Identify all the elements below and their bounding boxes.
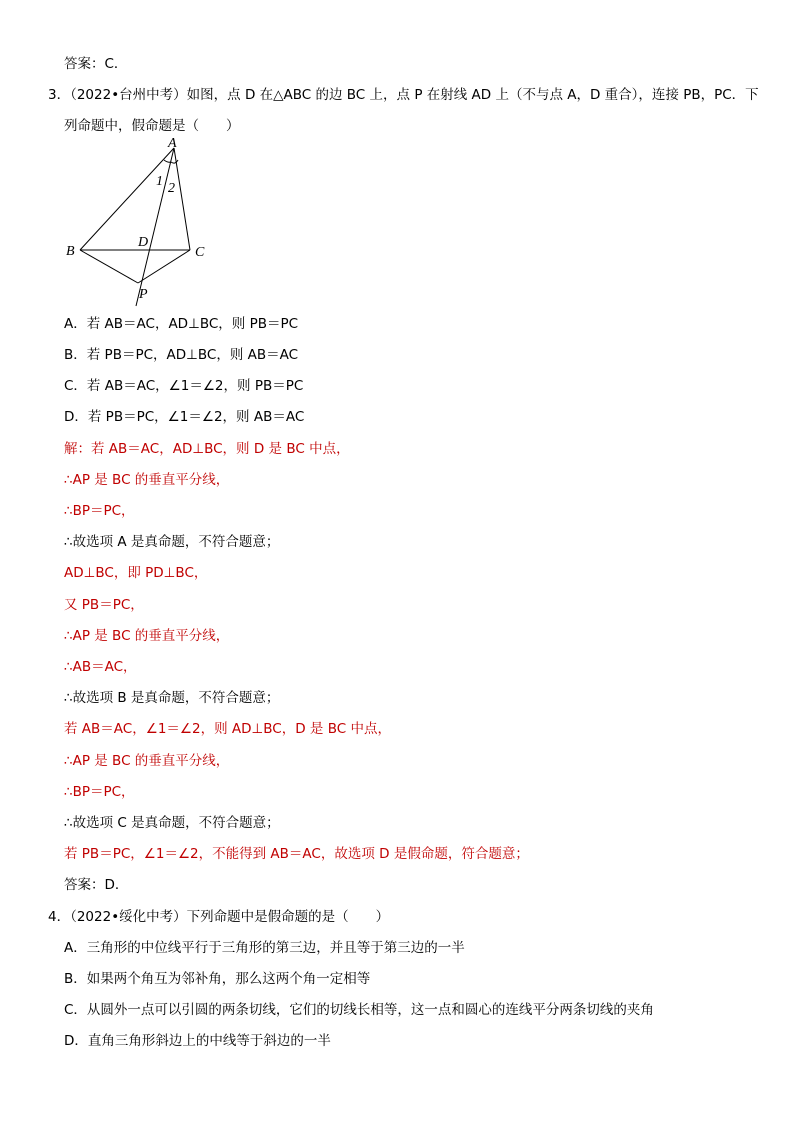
q3-solution-line: ∴AP 是 BC 的垂直平分线，	[64, 753, 230, 769]
q4-stem: 4．（2022•绥化中考）下列命题中是假命题的是（ ）	[48, 909, 390, 925]
q3-option-a: A．若 AB＝AC，AD⊥BC，则 PB＝PC	[64, 316, 299, 332]
q3-stem-line2: 列命题中，假命题是（ ）	[64, 118, 240, 134]
q3-option-b: B．若 PB＝PC，AD⊥BC，则 AB＝AC	[64, 347, 299, 363]
q3-solution-line: 若 PB＝PC，∠1＝∠2，不能得到 AB＝AC，故选项 D 是假命题，符合题意；	[64, 846, 529, 862]
q3-stem-line1: 3．（2022•台州中考）如图，点 D 在△ABC 的边 BC 上，点 P 在射线 AD 上（不与点 A，D 重合），连接 PB，PC．下	[48, 87, 759, 103]
q4-option-a: A．三角形的中位线平行于三角形的第三边，并且等于第三边的一半	[64, 940, 465, 956]
label-b: B	[66, 244, 75, 259]
q3-solution-line: AD⊥BC，即 PD⊥BC，	[64, 565, 208, 581]
q3-solution-line: ∴AP 是 BC 的垂直平分线，	[64, 628, 230, 644]
segment-ab	[80, 148, 174, 250]
ray-ap	[136, 148, 174, 306]
q4-option-c: C．从圆外一点可以引圆的两条切线，它们的切线长相等，这一点和圆心的连线平分两条切线的夹角	[64, 1002, 654, 1018]
label-angle-1: 1	[156, 174, 163, 189]
segment-pb	[80, 250, 138, 283]
q3-solution-line: ∴BP＝PC，	[64, 503, 135, 519]
q3-geometry-figure	[62, 138, 222, 310]
q4-option-d: D．直角三角形斜边上的中线等于斜边的一半	[64, 1033, 331, 1049]
q3-solution-line: 解：若 AB＝AC，AD⊥BC，则 D 是 BC 中点，	[64, 441, 350, 457]
previous-answer: 答案：C．	[64, 56, 128, 72]
q3-solution-line: ∴AP 是 BC 的垂直平分线，	[64, 472, 230, 488]
q3-solution-line: ∴故选项 A 是真命题，不符合题意；	[64, 534, 280, 550]
q3-solution-line: 若 AB＝AC，∠1＝∠2，则 AD⊥BC，D 是 BC 中点，	[64, 721, 391, 737]
q3-solution-line: ∴故选项 C 是真命题，不符合题意；	[64, 815, 280, 831]
angle-1-arc	[164, 160, 171, 162]
angle-2-arc	[171, 160, 178, 163]
label-angle-2: 2	[168, 181, 175, 196]
q3-option-c: C．若 AB＝AC，∠1＝∠2，则 PB＝PC	[64, 378, 304, 394]
q3-solution-line: ∴AB＝AC，	[64, 659, 137, 675]
q3-answer: 答案：D．	[64, 877, 129, 893]
q4-option-b: B．如果两个角互为邻补角，那么这两个角一定相等	[64, 971, 371, 987]
q3-solution-line: 又 PB＝PC，	[64, 597, 144, 613]
q3-solution-line: ∴BP＝PC，	[64, 784, 135, 800]
q3-solution-line: ∴故选项 B 是真命题，不符合题意；	[64, 690, 280, 706]
label-d: D	[138, 235, 149, 250]
label-a: A	[168, 138, 177, 151]
label-c: C	[195, 245, 205, 260]
label-p: P	[139, 287, 148, 302]
q3-option-d: D．若 PB＝PC，∠1＝∠2，则 AB＝AC	[64, 409, 305, 425]
segment-ac	[174, 148, 190, 250]
